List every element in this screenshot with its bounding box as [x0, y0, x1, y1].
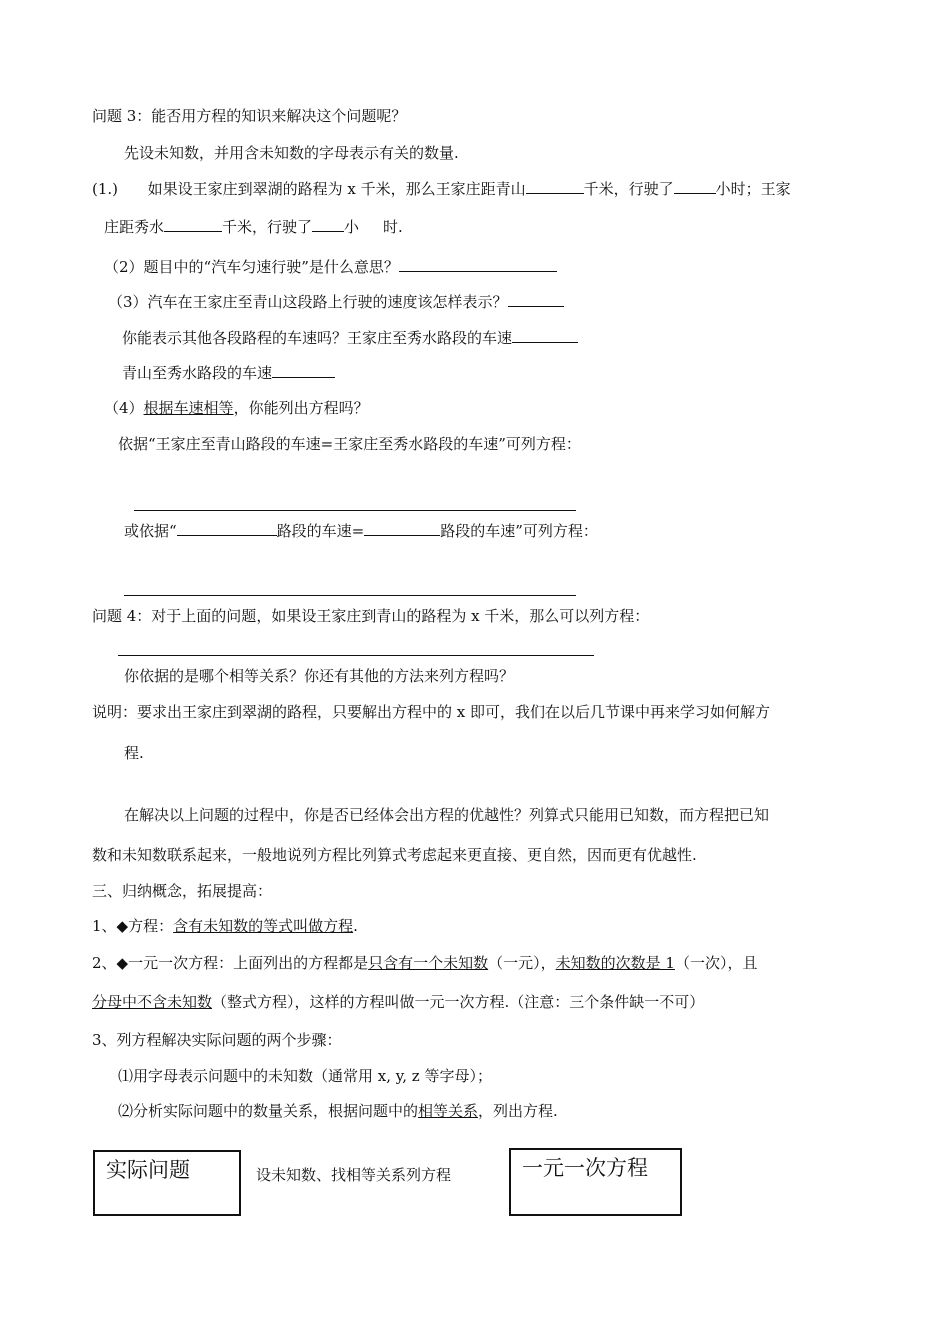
- step-2: [118, 1101, 558, 1121]
- blank-time-xiushui[interactable]: [312, 216, 344, 232]
- blank-time-qingshan[interactable]: [674, 178, 716, 194]
- concept-1-definition: 含有未知数的等式叫做方程: [173, 917, 354, 935]
- flow-left-label: 实际问题: [106, 1158, 190, 1182]
- answer-line-3[interactable]: [118, 655, 594, 656]
- part1-text-e: 千米，行驶了: [222, 218, 313, 236]
- blank-uniform-meaning[interactable]: [399, 256, 557, 272]
- q3-part3: [108, 291, 564, 312]
- q3-part3-c: [122, 362, 335, 383]
- part1-text-g: 时.: [383, 218, 403, 236]
- part3-text-b: 你能表示其他各段路程的车速吗？王家庄至秀水路段的车速: [122, 329, 513, 347]
- concept-2-cond1: 只含有一个未知数: [368, 954, 489, 972]
- step-2-underlined: 相等关系: [418, 1102, 479, 1120]
- part4-or-b: 路段的车速=: [276, 522, 365, 540]
- blank-speed-qingshan-xiushui[interactable]: [272, 362, 335, 378]
- note-line2: 程.: [124, 744, 144, 762]
- step-2-post: ，列出方程.: [478, 1102, 558, 1120]
- concept-1-label: 1、◆方程：: [92, 917, 174, 935]
- part4-underlined: 根据车速相等: [143, 399, 234, 417]
- para-line2: 数和未知数联系起来，一般地说列方程比列算式考虑起来更直接、更自然，因而更有优越性.: [92, 846, 697, 864]
- q4-follow: 你依据的是哪个相等关系？你还有其他的方法来列方程吗？: [124, 667, 515, 685]
- concept-2-line1: [92, 953, 757, 973]
- part1-text-d: 庄距秀水: [104, 218, 165, 236]
- flow-box-practical-problem: [93, 1150, 241, 1216]
- part3-text: （3）汽车在王家庄至青山这段路上行驶的速度该怎样表示？: [108, 293, 508, 311]
- part1-text-a: 如果设王家庄到翠湖的路程为 x 千米，那么王家庄距青山: [147, 180, 526, 198]
- q3-part3-b: [122, 327, 578, 348]
- step-1: ⑴用字母表示问题中的未知数（通常用 x, y, z 等字母）；: [118, 1067, 492, 1085]
- q3-part1-line1: [92, 178, 791, 199]
- q3-part2: [104, 256, 557, 277]
- flow-box-linear-equation: [509, 1148, 682, 1216]
- concept-2-mid: （一元），: [488, 954, 556, 972]
- flow-right-label: 一元一次方程: [522, 1156, 648, 1180]
- step-2-text: ⑵分析实际问题中的数量关系，根据问题中的: [118, 1102, 419, 1120]
- q4-title: 问题 4：对于上面的问题，如果设王家庄到青山的路程为 x 千米，那么可以列方程：: [92, 607, 650, 625]
- q3-title: 问题 3：能否用方程的知识来解决这个问题呢？: [92, 107, 407, 125]
- concept-2-line2: [92, 992, 704, 1012]
- concept-2-cond2: 未知数的次数是 1: [555, 954, 675, 972]
- concept-2-cond3: 分母中不含未知数: [92, 993, 213, 1011]
- blank-distance-xiushui[interactable]: [164, 216, 222, 232]
- q3-part4-basis: 依据“王家庄至青山路段的车速=王家庄至秀水路段的车速”可列方程：: [118, 435, 581, 453]
- blank-speed-qingshan[interactable]: [508, 291, 564, 307]
- part1-text-b: 千米，行驶了: [583, 180, 674, 198]
- part2-text: （2）题目中的“汽车匀速行驶”是什么意思？: [104, 258, 399, 276]
- part1-number: (1.): [92, 180, 119, 198]
- concept-1: [92, 916, 358, 936]
- concept-2-label: 2、◆一元一次方程：上面列出的方程都是: [92, 954, 369, 972]
- answer-line-1[interactable]: [134, 510, 576, 511]
- flow-middle-label: 设未知数、找相等关系列方程: [256, 1166, 452, 1184]
- para-line1: 在解决以上问题的过程中，你是否已经体会出方程的优越性？列算式只能用已知数，而方程把已知: [124, 806, 770, 824]
- q3-intro: 先设未知数，并用含未知数的字母表示有关的数量.: [124, 144, 459, 162]
- concept-2-tail: （整式方程），这样的方程叫做一元一次方程.（注意：三个条件缺一不可）: [212, 993, 705, 1011]
- part4-or-c: 路段的车速”可列方程：: [440, 522, 598, 540]
- part1-text-c: 小时；王家: [715, 180, 791, 198]
- concept-1-period: .: [353, 917, 358, 935]
- q3-part4-or: [124, 520, 598, 541]
- blank-segment-2[interactable]: [364, 520, 440, 536]
- part3-text-c: 青山至秀水路段的车速: [122, 364, 273, 382]
- q3-part4: [104, 398, 369, 418]
- concept-2-post: （一次），且: [674, 954, 758, 972]
- section3-title: 三、归纳概念，拓展提高：: [92, 882, 273, 900]
- note-line1: 说明：要求出王家庄到翠湖的路程，只要解出方程中的 x 即可，我们在以后几节课中再来学习如何解方: [92, 703, 771, 721]
- blank-segment-1[interactable]: [177, 520, 277, 536]
- concept-3: 3、列方程解决实际问题的两个步骤：: [92, 1031, 342, 1049]
- part4-or-a: 或依据“: [124, 522, 177, 540]
- blank-speed-xiushui[interactable]: [512, 327, 578, 343]
- q3-part1-line2: [104, 216, 403, 237]
- part4-text: ，你能列出方程吗？: [233, 399, 369, 417]
- part4-number: （4）: [104, 399, 144, 417]
- blank-distance-qingshan[interactable]: [526, 178, 584, 194]
- part1-text-f: 小: [344, 218, 360, 236]
- answer-line-2[interactable]: [124, 595, 576, 596]
